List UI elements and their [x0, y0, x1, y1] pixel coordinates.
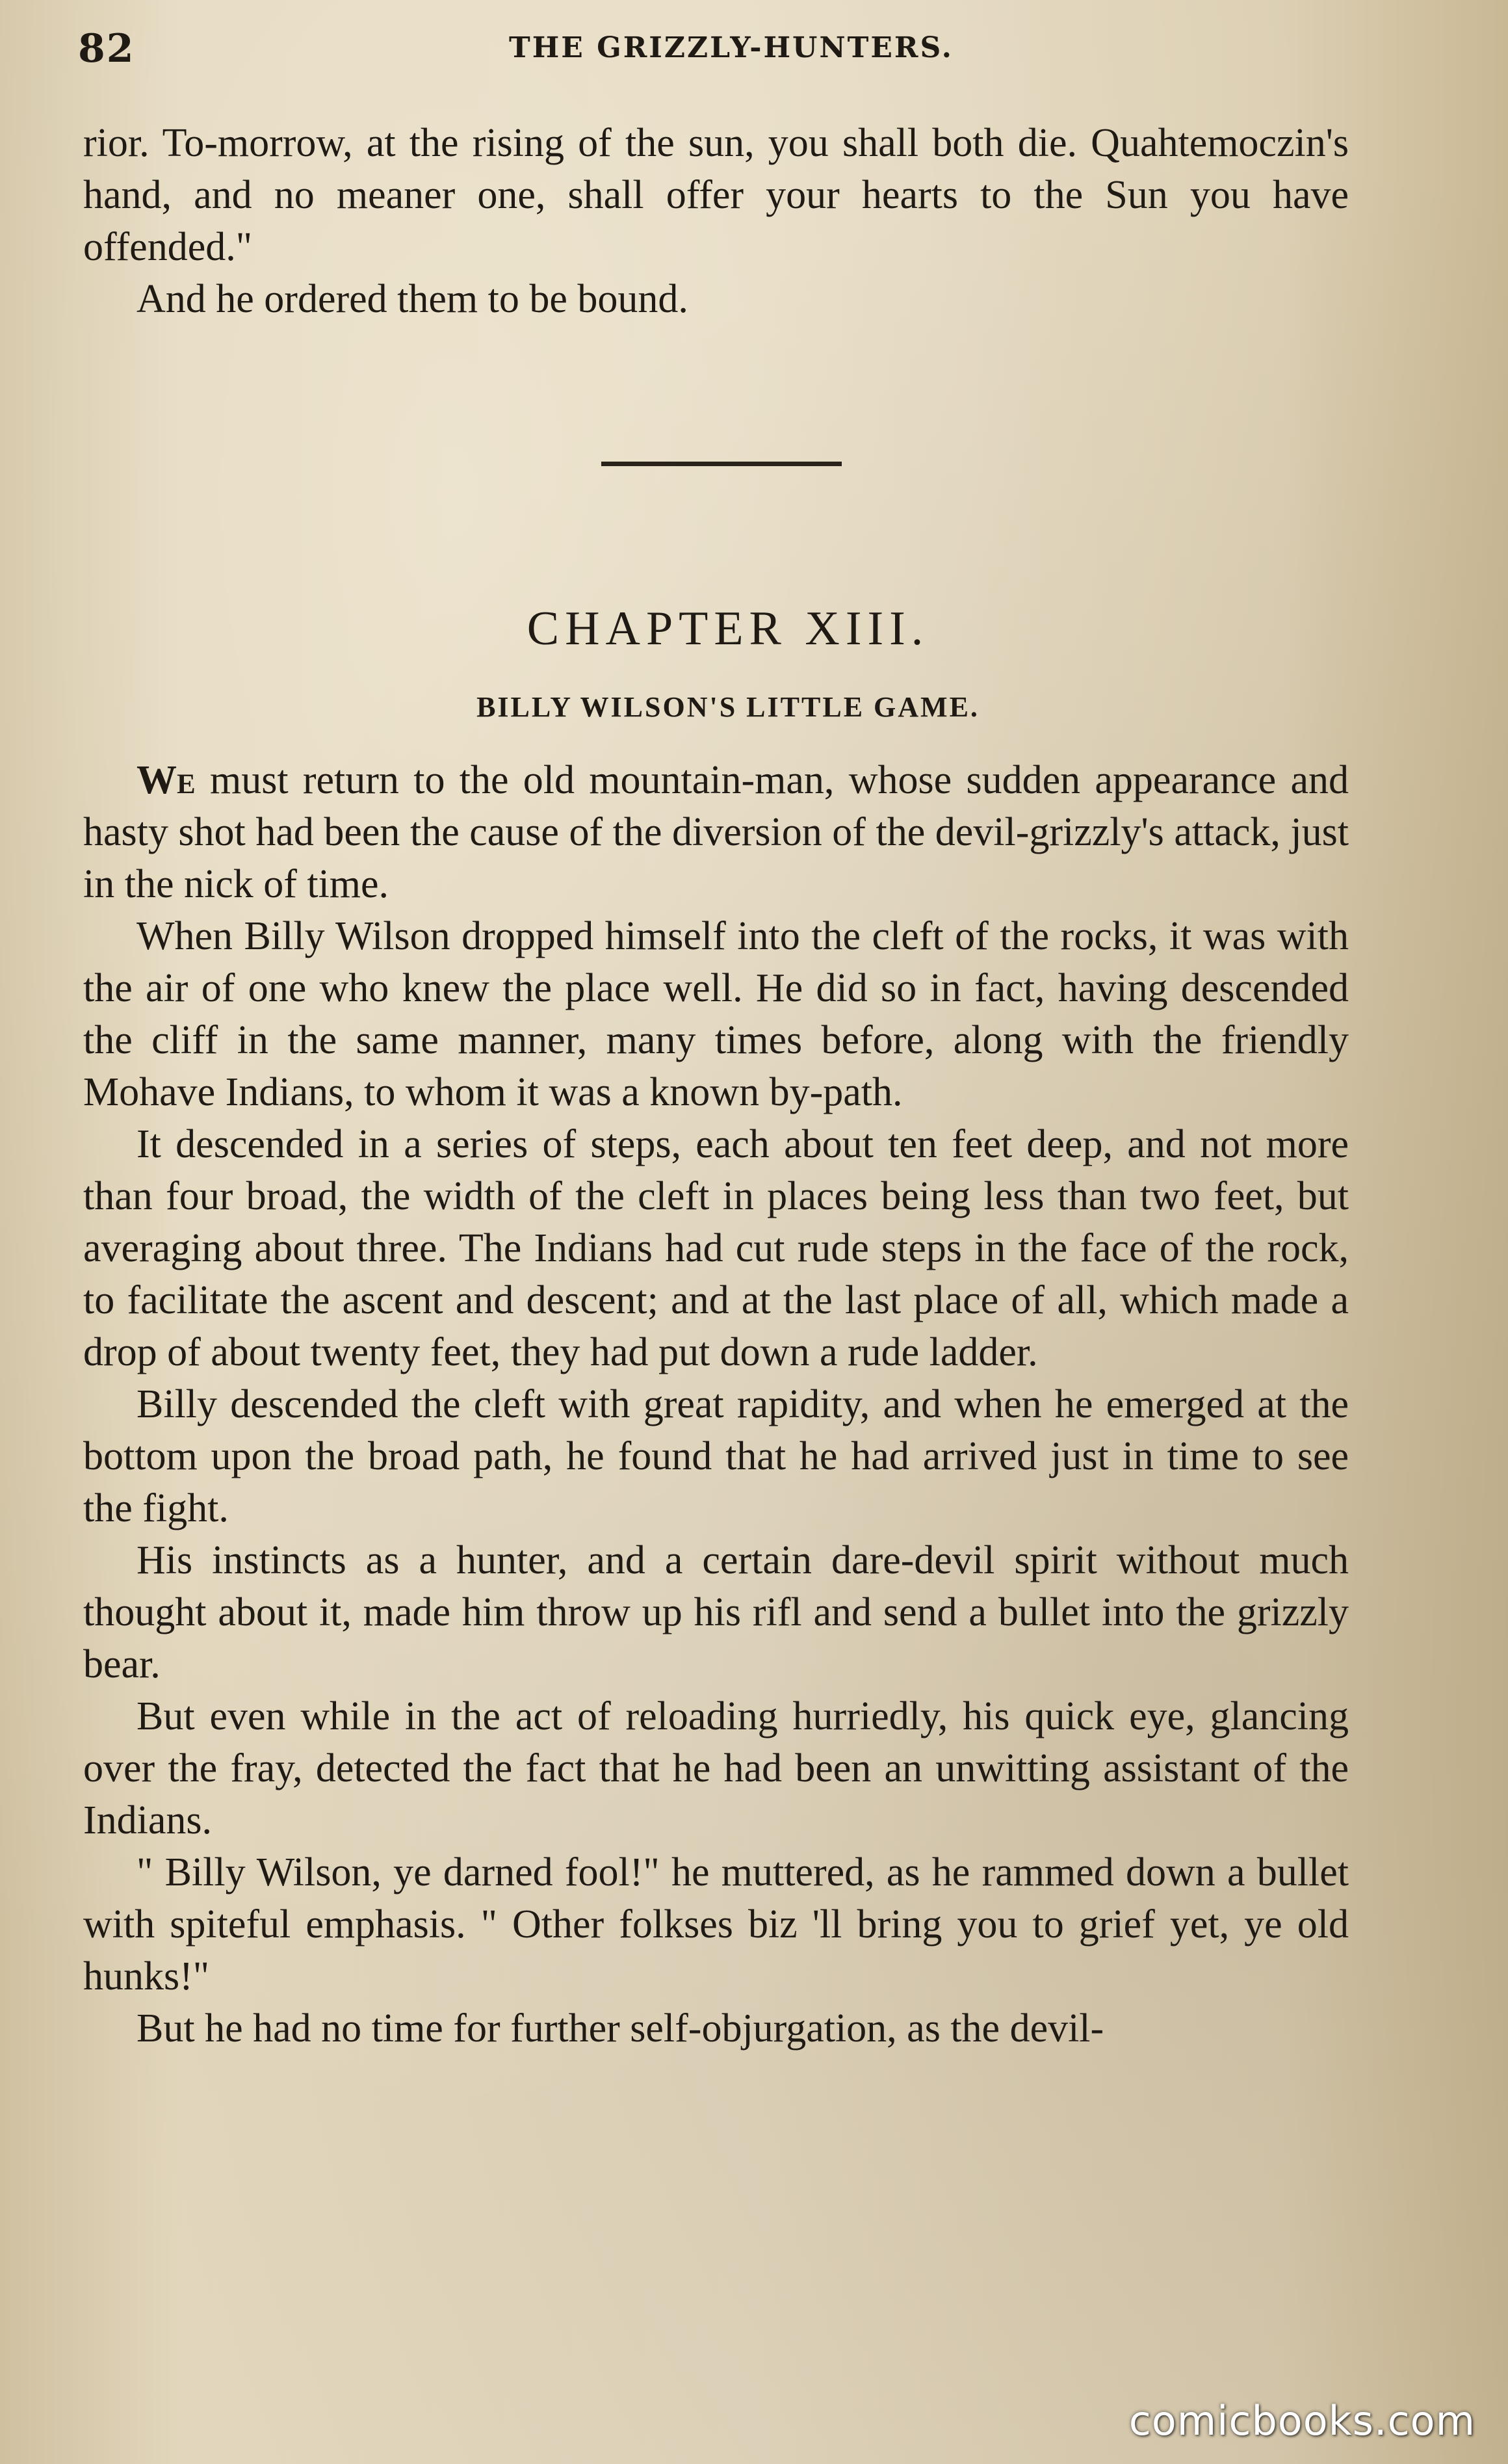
chapter-text: [83, 754, 1349, 2054]
chapter-subtitle: BILLY WILSON'S LITTLE GAME.: [476, 691, 980, 723]
paragraph: rior. To-morrow, at the rising of the sun, you shall both die. Quahtemoczin's hand, and no meaner one, shall offer your hearts to the Sun you have offended.": [83, 121, 1349, 269]
paragraph: It descended in a series of steps, each about ten feet deep, and not more than four broad, the width of the cleft in places being less than two feet, but averaging about three. The Indians had cut rude steps in the face of the rock, to facilitate the ascent and descent; and at the last place of all, which made a drop of about twenty feet, they had put down a rude ladder.: [83, 1122, 1349, 1374]
paragraph: His instincts as a hunter, and a certain dare-devil spirit without much thought about it, made him throw up his rifl and send a bullet into the grizzly bear.: [83, 1538, 1349, 1686]
chapter-title: CHAPTER XIII.: [526, 602, 930, 655]
paragraph: When Billy Wilson dropped himself into the cleft of the rocks, it was with the air of one who knew the place well. He did so in fact, having descended the cliff in the same manner, many times before, along with the friendly Mohave Indians, to whom it was a known by-path.: [83, 914, 1349, 1114]
running-head: [78, 26, 1384, 78]
section-divider: [601, 462, 842, 466]
paragraph: " Billy Wilson, ye darned fool!" he muttered, as he rammed down a bullet with spiteful emphasis. " Other folkses biz 'll bring you to grief yet, ye old hunks!": [83, 1850, 1349, 1999]
paragraph: But even while in the act of reloading hurriedly, his quick eye, glancing over the fray, detected the fact that he had been an unwitting assistant of the Indians.: [83, 1694, 1349, 1842]
watermark: comicbooks.com: [1128, 2397, 1476, 2444]
paragraph: Billy descended the cleft with great rapidity, and when he emerged at the bottom upon the broad path, he found that he had arrived just in time to see the fight.: [83, 1382, 1349, 1530]
paragraph: But he had no time for further self-objurgation, as the devil-: [136, 2006, 1104, 2051]
drop-lead-word: We: [136, 758, 196, 802]
previous-chapter-text: [83, 117, 1349, 325]
book-title: THE GRIZZLY-HUNTERS.: [508, 31, 954, 64]
page-number: 82: [78, 26, 135, 72]
paragraph: And he ordered them to be bound.: [136, 277, 688, 321]
paragraph: We must return to the old mountain-man, whose sudden appearance and hasty shot had been the cause of the diversion of the devil-grizzly's attack, just in the nick of time.: [83, 758, 1349, 906]
